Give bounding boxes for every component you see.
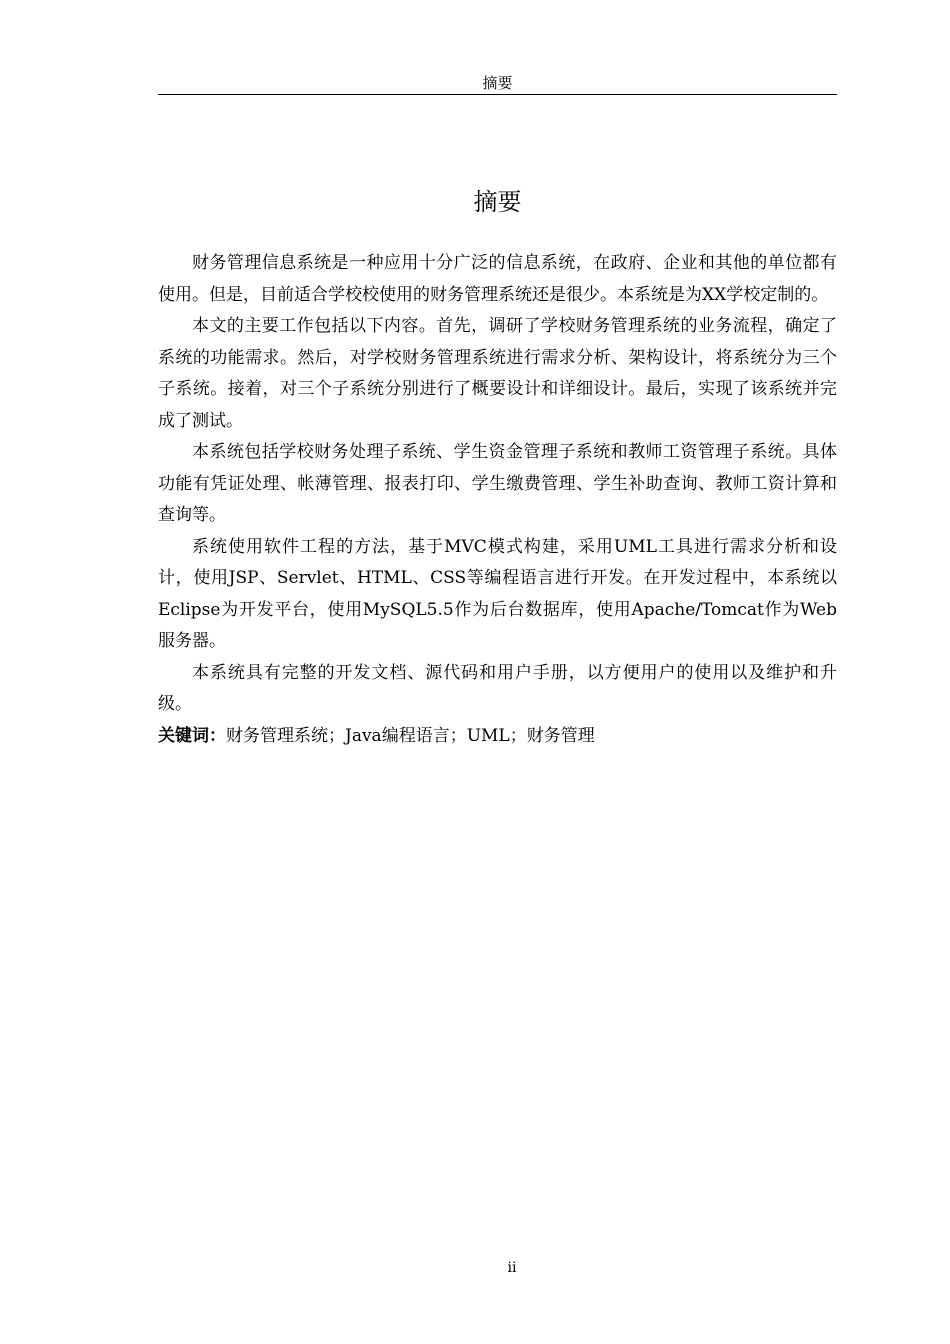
abstract-body — [158, 248, 837, 752]
keywords-text: 财务管理系统；Java编程语言；UML；财务管理 — [226, 725, 595, 746]
abstract-paragraph: 系统使用软件工程的方法，基于MVC模式构建，采用UML工具进行需求分析和设计，使用JSP、Servlet、HTML、CSS等编程语言进行开发。在开发过程中，本系统以Eclipse为开发平台，使用MySQL5.5作为后台数据库，使用Apache/Tomcat作为Web服务器。 — [158, 536, 837, 651]
abstract-title: 摘要 — [473, 188, 522, 216]
abstract-paragraph: 财务管理信息系统是一种应用十分广泛的信息系统，在政府、企业和其他的单位都有使用。但是，目前适合学校校使用的财务管理系统还是很少。本系统是为XX学校定制的。 — [158, 253, 837, 305]
running-header — [158, 72, 837, 95]
abstract-paragraph: 本系统具有完整的开发文档、源代码和用户手册，以方便用户的使用以及维护和升级。 — [158, 662, 837, 714]
page-number: ii — [507, 1260, 517, 1276]
abstract-paragraph: 本系统包括学校财务处理子系统、学生资金管理子系统和教师工资管理子系统。具体功能有凭证处理、帐薄管理、报表打印、学生缴费管理、学生补助查询、教师工资计算和查询等。 — [158, 442, 837, 525]
abstract-paragraph: 本文的主要工作包括以下内容。首先，调研了学校财务管理系统的业务流程，确定了系统的功能需求。然后，对学校财务管理系统进行需求分析、架构设计，将系统分为三个子系统。接着，对三个子系统分别进行了概要设计和详细设计。最后，实现了该系统并完成了测试。 — [158, 316, 837, 431]
running-header-title: 摘要 — [482, 74, 513, 92]
keywords-line — [158, 721, 837, 753]
keywords-label: 关键词： — [158, 725, 226, 746]
